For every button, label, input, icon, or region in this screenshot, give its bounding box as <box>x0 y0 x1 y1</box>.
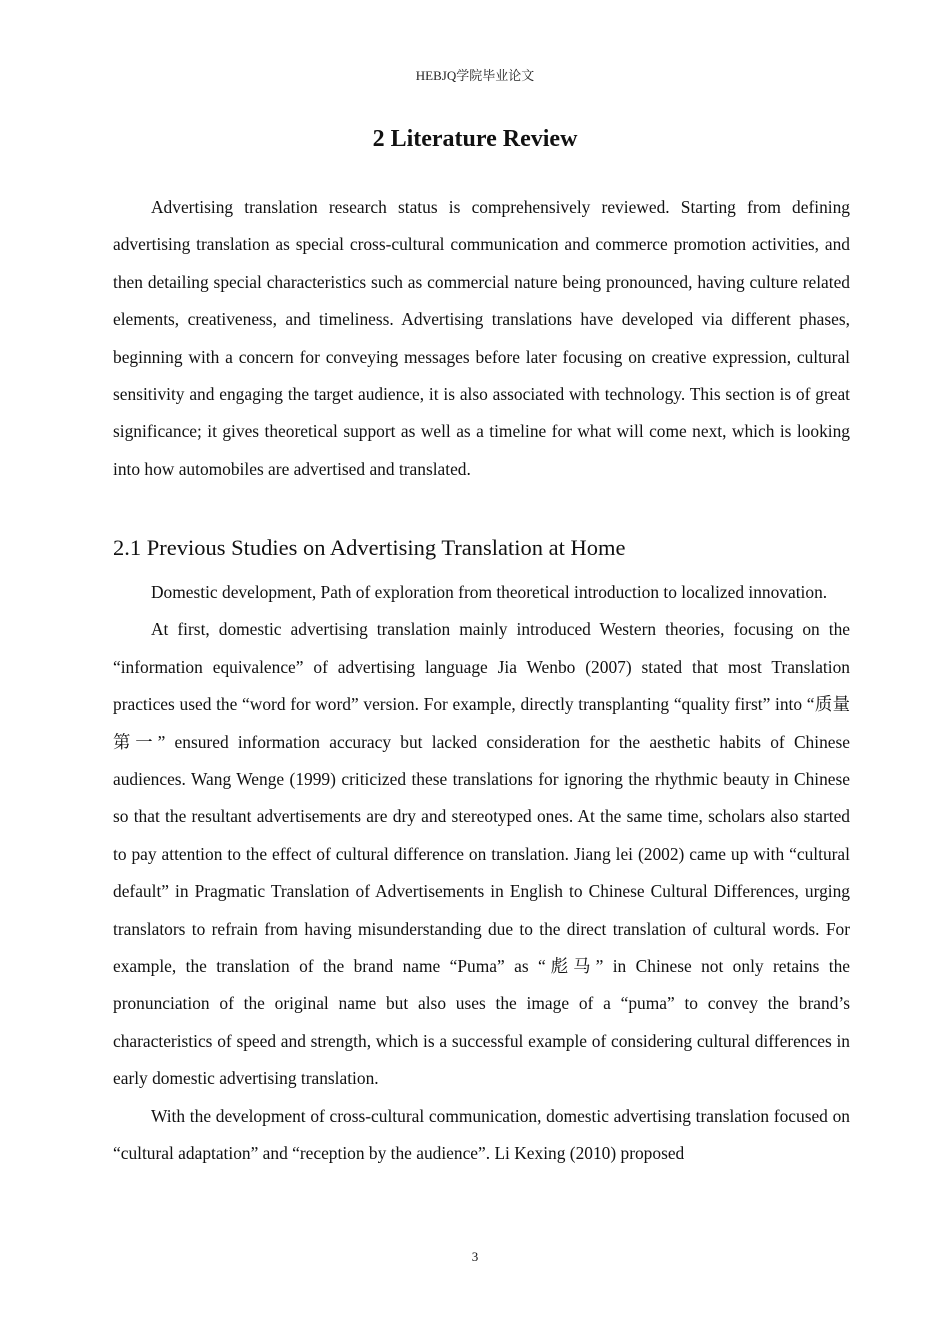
body-paragraph: With the development of cross-cultural communication, domestic advertising translation focused on “cultural adaptation” and “reception by the audience”. Li Kexing (2010) proposed <box>113 1105 850 1164</box>
chapter-title: 2 Literature Review <box>372 126 578 152</box>
section-body <box>113 574 850 1173</box>
intro-paragraph: Advertising translation research status is comprehensively reviewed. Starting from defining advertising translation as special cross-cultural communication and commerce promotion activities, and then detailing special characteristics such as commercial nature being pronounced, having culture related elements, creativeness, and timeliness. Advertising translations have developed via different phases, beginning with a concern for conveying messages before later focusing on creative expression, cultural sensitivity and engaging the target audience, it is also associated with technology. This section is of great significance; it gives theoretical support as well as a timeline for what will come next, which is looking into how automobiles are advertised and translated. <box>113 197 850 479</box>
page-number: 3 <box>471 1249 479 1264</box>
running-header: HEBJQ学院毕业论文 <box>415 68 535 83</box>
intro-section <box>113 189 850 488</box>
section-heading: 2.1 Previous Studies on Advertising Translation at Home <box>113 535 626 560</box>
body-paragraph: Domestic development, Path of exploration from theoretical introduction to localized innovation. <box>151 582 828 602</box>
body-paragraph: At first, domestic advertising translation mainly introduced Western theories, focusing on the “information equivalence” of advertising language Jia Wenbo (2007) stated that most Translation practices used the “word for word” version. For example, directly transplanting “quality first” into “质量第一” ensured information accuracy but lacked consideration for the aesthetic habits of Chinese audiences. Wang Wenge (1999) criticized these translations for ignoring the rhythmic beauty in Chinese so that the resultant advertisements are dry and stereotyped ones. At the same time, scholars also started to pay attention to the effect of cultural difference on translation. Jiang lei (2002) came up with “cultural default” in Pragmatic Translation of Advertisements in English to Chinese Cultural Differences, urging translators to refrain from having misunderstanding due to the direct translation of cultural words. For example, the translation of the brand name “Puma” as “彪马” in Chinese not only retains the pronunciation of the original name but also uses the image of a “puma” to convey the brand’s characteristics of speed and strength, which is a successful example of considering cultural differences in early domestic advertising translation. <box>113 619 850 1089</box>
